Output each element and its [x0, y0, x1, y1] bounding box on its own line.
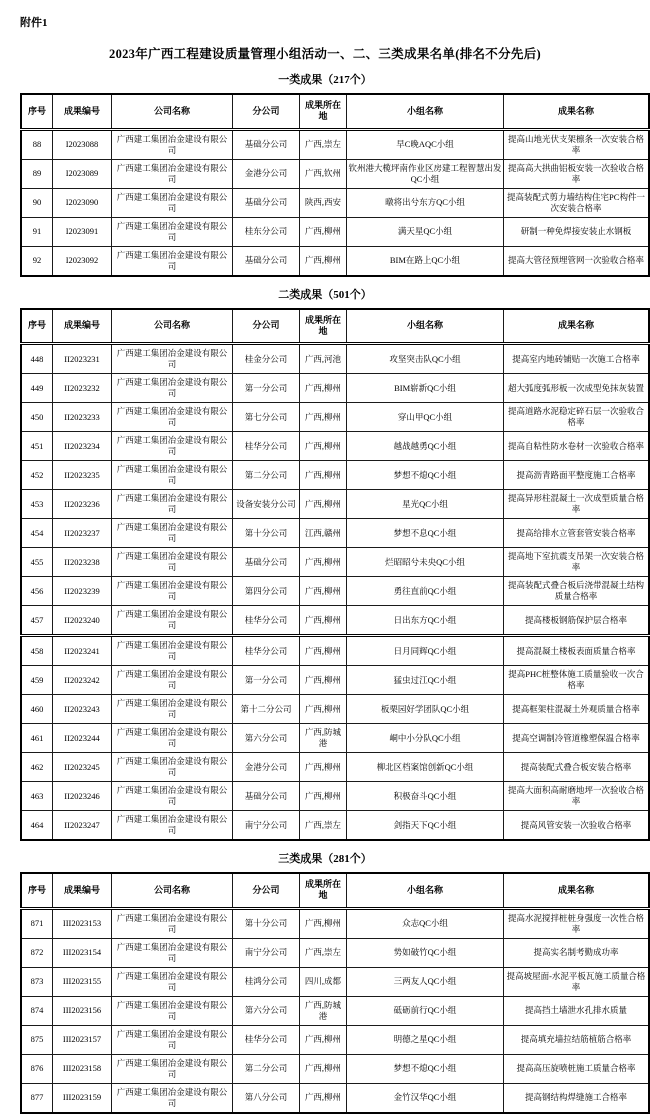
cell-result-name: 提高PHC桩整体施工质量验收一次合格率	[504, 666, 650, 695]
cell-result-code: II2023235	[53, 461, 112, 490]
class3-results-table	[20, 872, 650, 1114]
table-row	[21, 996, 649, 1025]
cell-index: 452	[21, 461, 53, 490]
cell-result-code: II2023236	[53, 490, 112, 519]
cell-team-name: 钦州港大榄坪南作业区房建工程智慧出发QC小组	[347, 159, 504, 188]
cell-team-name: 众志QC小组	[347, 908, 504, 938]
cell-team-name: 明德之星QC小组	[347, 1025, 504, 1054]
cell-team-name: 峒中小分队QC小组	[347, 724, 504, 753]
cell-branch: 基础分公司	[233, 129, 300, 159]
cell-index: 90	[21, 188, 53, 217]
cell-result-code: II2023243	[53, 695, 112, 724]
cell-index: 460	[21, 695, 53, 724]
cell-company: 广西建工集团冶金建设有限公司	[112, 724, 233, 753]
cell-result-code: III2023154	[53, 938, 112, 967]
cell-team-name: 梦想不熄QC小组	[347, 1054, 504, 1083]
cell-company: 广西建工集团冶金建设有限公司	[112, 374, 233, 403]
cell-branch: 桂东分公司	[233, 217, 300, 246]
cell-branch: 桂华分公司	[233, 432, 300, 461]
page-title: 2023年广西工程建设质量管理小组活动一、二、三类成果名单(排名不分先后)	[109, 47, 541, 61]
table-header-row	[21, 873, 649, 908]
cell-branch: 第二分公司	[233, 1054, 300, 1083]
cell-team-name: 早C晚AQC小组	[347, 129, 504, 159]
cell-result-code: II2023246	[53, 782, 112, 811]
cell-location: 陕西,西安	[300, 188, 347, 217]
cell-team-name: 梦想不息QC小组	[347, 519, 504, 548]
cell-branch: 桂金分公司	[233, 344, 300, 374]
cell-branch: 第十分公司	[233, 908, 300, 938]
cell-index: 455	[21, 548, 53, 577]
cell-company: 广西建工集团冶金建设有限公司	[112, 1083, 233, 1113]
cell-company: 广西建工集团冶金建设有限公司	[112, 908, 233, 938]
cell-location: 广西,钦州	[300, 159, 347, 188]
cell-branch: 南宁分公司	[233, 938, 300, 967]
cell-result-name: 提高给排水立管套管安装合格率	[504, 519, 650, 548]
col-header-index: 序号	[21, 873, 53, 908]
col-header-index: 序号	[21, 309, 53, 344]
cell-company: 广西建工集团冶金建设有限公司	[112, 432, 233, 461]
cell-company: 广西建工集团冶金建设有限公司	[112, 246, 233, 276]
cell-location: 广西,柳州	[300, 432, 347, 461]
cell-location: 广西,柳州	[300, 1083, 347, 1113]
cell-branch: 基础分公司	[233, 548, 300, 577]
col-header-result-code: 成果编号	[53, 309, 112, 344]
cell-result-name: 提高道路水泥稳定碎石层一次验收合格率	[504, 403, 650, 432]
cell-result-code: I2023090	[53, 188, 112, 217]
cell-branch: 第十二分公司	[233, 695, 300, 724]
table-row	[21, 967, 649, 996]
cell-index: 448	[21, 344, 53, 374]
cell-company: 广西建工集团冶金建设有限公司	[112, 1054, 233, 1083]
cell-company: 广西建工集团冶金建设有限公司	[112, 782, 233, 811]
cell-result-name: 提高高大拱曲铝板安装一次验收合格率	[504, 159, 650, 188]
cell-result-code: II2023240	[53, 606, 112, 636]
cell-location: 四川,成都	[300, 967, 347, 996]
cell-result-name: 提高风管安装一次验收合格率	[504, 811, 650, 841]
cell-company: 广西建工集团冶金建设有限公司	[112, 519, 233, 548]
cell-location: 广西,柳州	[300, 548, 347, 577]
cell-result-code: III2023156	[53, 996, 112, 1025]
cell-location: 广西,柳州	[300, 606, 347, 636]
cell-team-name: 金竹汉华QC小组	[347, 1083, 504, 1113]
cell-branch: 基础分公司	[233, 246, 300, 276]
table-row	[21, 695, 649, 724]
cell-team-name: 日出东方QC小组	[347, 606, 504, 636]
cell-team-name: 满天星QC小组	[347, 217, 504, 246]
table-row	[21, 1025, 649, 1054]
section-heading-class1: 一类成果（217个）	[278, 74, 372, 86]
cell-team-name: 攻坚突击队QC小组	[347, 344, 504, 374]
cell-result-name: 提高山地光伏支架檩条一次安装合格率	[504, 129, 650, 159]
cell-company: 广西建工集团冶金建设有限公司	[112, 548, 233, 577]
table-row	[21, 461, 649, 490]
cell-result-code: II2023245	[53, 753, 112, 782]
cell-result-code: I2023089	[53, 159, 112, 188]
cell-location: 广西,柳州	[300, 1025, 347, 1054]
cell-result-name: 提高框架柱混凝土外观质量合格率	[504, 695, 650, 724]
section-class3-results	[20, 850, 646, 1114]
cell-index: 91	[21, 217, 53, 246]
cell-location: 广西,崇左	[300, 811, 347, 841]
cell-result-code: II2023231	[53, 344, 112, 374]
cell-result-name: 提高室内地砖铺贴一次施工合格率	[504, 344, 650, 374]
cell-result-code: II2023238	[53, 548, 112, 577]
cell-index: 462	[21, 753, 53, 782]
table-row	[21, 403, 649, 432]
cell-branch: 桂华分公司	[233, 1025, 300, 1054]
cell-company: 广西建工集团冶金建设有限公司	[112, 753, 233, 782]
cell-location: 广西,柳州	[300, 782, 347, 811]
cell-company: 广西建工集团冶金建设有限公司	[112, 461, 233, 490]
cell-location: 江西,赣州	[300, 519, 347, 548]
col-header-location: 成果所在地	[300, 94, 347, 129]
cell-result-name: 提高水泥搅拌桩桩身强度一次性合格率	[504, 908, 650, 938]
cell-index: 456	[21, 577, 53, 606]
cell-branch: 第一分公司	[233, 374, 300, 403]
cell-team-name: 势如破竹QC小组	[347, 938, 504, 967]
table-header-row	[21, 309, 649, 344]
col-header-result-name: 成果名称	[504, 94, 650, 129]
cell-team-name: 穿山甲QC小组	[347, 403, 504, 432]
cell-result-code: III2023158	[53, 1054, 112, 1083]
cell-index: 873	[21, 967, 53, 996]
cell-branch: 第四分公司	[233, 577, 300, 606]
cell-result-name: 提高高压旋喷桩施工质量合格率	[504, 1054, 650, 1083]
cell-result-code: II2023234	[53, 432, 112, 461]
cell-result-name: 提高坡屋面-水泥平板瓦施工质量合格率	[504, 967, 650, 996]
cell-team-name: 三两友人QC小组	[347, 967, 504, 996]
table-row	[21, 432, 649, 461]
table-row	[21, 548, 649, 577]
cell-index: 453	[21, 490, 53, 519]
cell-branch: 桂鸿分公司	[233, 967, 300, 996]
cell-company: 广西建工集团冶金建设有限公司	[112, 636, 233, 666]
section-class2-results	[20, 286, 644, 842]
cell-index: 457	[21, 606, 53, 636]
col-header-branch: 分公司	[233, 873, 300, 908]
col-header-location: 成果所在地	[300, 873, 347, 908]
cell-company: 广西建工集团冶金建设有限公司	[112, 159, 233, 188]
table-row	[21, 753, 649, 782]
cell-result-code: III2023159	[53, 1083, 112, 1113]
cell-result-name: 提高楼板钢筋保护层合格率	[504, 606, 650, 636]
cell-company: 广西建工集团冶金建设有限公司	[112, 403, 233, 432]
col-header-company: 公司名称	[112, 309, 233, 344]
cell-location: 广西,防城港	[300, 996, 347, 1025]
cell-result-code: III2023155	[53, 967, 112, 996]
cell-company: 广西建工集团冶金建设有限公司	[112, 344, 233, 374]
cell-branch: 第八分公司	[233, 1083, 300, 1113]
cell-result-code: II2023247	[53, 811, 112, 841]
table-row	[21, 246, 649, 276]
cell-result-name: 超大弧度弧形板一次成型免抹灰装置	[504, 374, 650, 403]
cell-result-name: 提高填充墙拉结筋植筋合格率	[504, 1025, 650, 1054]
cell-location: 广西,柳州	[300, 403, 347, 432]
cell-index: 451	[21, 432, 53, 461]
cell-location: 广西,柳州	[300, 753, 347, 782]
table-row	[21, 938, 649, 967]
cell-result-name: 提高沥青路面平整度施工合格率	[504, 461, 650, 490]
col-header-team-name: 小组名称	[347, 94, 504, 129]
table-row	[21, 188, 649, 217]
cell-branch: 基础分公司	[233, 782, 300, 811]
cell-result-name: 提高大面积高耐磨地坪一次验收合格率	[504, 782, 650, 811]
section-heading-class3: 三类成果（281个）	[278, 853, 372, 865]
col-header-company: 公司名称	[112, 873, 233, 908]
table-row	[21, 724, 649, 753]
cell-result-name: 提高异形柱混凝土一次成型质量合格率	[504, 490, 650, 519]
cell-company: 广西建工集团冶金建设有限公司	[112, 666, 233, 695]
table-row	[21, 811, 649, 841]
cell-result-code: II2023241	[53, 636, 112, 666]
cell-result-code: II2023237	[53, 519, 112, 548]
col-header-branch: 分公司	[233, 309, 300, 344]
col-header-company: 公司名称	[112, 94, 233, 129]
cell-branch: 南宁分公司	[233, 811, 300, 841]
table-row	[21, 636, 649, 666]
attachment-label: 附件1	[20, 17, 48, 29]
table-row	[21, 374, 649, 403]
cell-branch: 桂华分公司	[233, 636, 300, 666]
table-row	[21, 606, 649, 636]
cell-location: 广西,柳州	[300, 577, 347, 606]
col-header-result-code: 成果编号	[53, 873, 112, 908]
cell-index: 459	[21, 666, 53, 695]
cell-result-name: 提高装配式剪力墙结构住宅PC构件一次安装合格率	[504, 188, 650, 217]
cell-result-name: 提高大管径预埋管网一次验收合格率	[504, 246, 650, 276]
cell-company: 广西建工集团冶金建设有限公司	[112, 938, 233, 967]
cell-location: 广西,柳州	[300, 1054, 347, 1083]
cell-location: 广西,柳州	[300, 374, 347, 403]
cell-result-name: 提高空调制冷管道橡塑保温合格率	[504, 724, 650, 753]
cell-company: 广西建工集团冶金建设有限公司	[112, 695, 233, 724]
cell-index: 450	[21, 403, 53, 432]
cell-index: 871	[21, 908, 53, 938]
cell-team-name: 烂昭昭兮未央QC小组	[347, 548, 504, 577]
cell-index: 875	[21, 1025, 53, 1054]
cell-result-code: III2023153	[53, 908, 112, 938]
table-row	[21, 519, 649, 548]
cell-location: 广西,防城港	[300, 724, 347, 753]
cell-result-code: II2023242	[53, 666, 112, 695]
cell-result-name: 提高挡土墙泄水孔排水质量	[504, 996, 650, 1025]
table-row	[21, 577, 649, 606]
cell-index: 876	[21, 1054, 53, 1083]
cell-company: 广西建工集团冶金建设有限公司	[112, 967, 233, 996]
table-row	[21, 1083, 649, 1113]
cell-branch: 第七分公司	[233, 403, 300, 432]
cell-branch: 第六分公司	[233, 724, 300, 753]
cell-branch: 第一分公司	[233, 666, 300, 695]
cell-company: 广西建工集团冶金建设有限公司	[112, 811, 233, 841]
cell-company: 广西建工集团冶金建设有限公司	[112, 490, 233, 519]
cell-team-name: 越战越勇QC小组	[347, 432, 504, 461]
cell-result-code: I2023092	[53, 246, 112, 276]
cell-location: 广西,柳州	[300, 636, 347, 666]
cell-team-name: 剑指天下QC小组	[347, 811, 504, 841]
cell-location: 广西,柳州	[300, 695, 347, 724]
cell-branch: 桂华分公司	[233, 606, 300, 636]
cell-result-name: 提高自粘性防水卷材一次验收合格率	[504, 432, 650, 461]
table-header-row	[21, 94, 649, 129]
table-row	[21, 159, 649, 188]
table-row	[21, 782, 649, 811]
cell-result-name: 研制一种免焊接安装止水钢板	[504, 217, 650, 246]
cell-result-name: 提高装配式叠合板安装合格率	[504, 753, 650, 782]
cell-branch: 第二分公司	[233, 461, 300, 490]
cell-branch: 设备安装分公司	[233, 490, 300, 519]
cell-company: 广西建工集团冶金建设有限公司	[112, 606, 233, 636]
col-header-branch: 分公司	[233, 94, 300, 129]
col-header-location: 成果所在地	[300, 309, 347, 344]
cell-team-name: 暾将出兮东方QC小组	[347, 188, 504, 217]
cell-branch: 第十分公司	[233, 519, 300, 548]
cell-branch: 金港分公司	[233, 753, 300, 782]
cell-team-name: 梦想不熄QC小组	[347, 461, 504, 490]
cell-result-code: III2023157	[53, 1025, 112, 1054]
cell-index: 89	[21, 159, 53, 188]
cell-team-name: BIM在路上QC小组	[347, 246, 504, 276]
cell-team-name: 猛虫过江QC小组	[347, 666, 504, 695]
cell-location: 广西,河池	[300, 344, 347, 374]
section-heading-class2: 二类成果（501个）	[278, 288, 372, 301]
cell-location: 广西,柳州	[300, 217, 347, 246]
cell-company: 广西建工集团冶金建设有限公司	[112, 129, 233, 159]
cell-result-name: 提高地下室抗震支吊架一次安装合格率	[504, 548, 650, 577]
col-header-index: 序号	[21, 94, 53, 129]
cell-location: 广西,崇左	[300, 938, 347, 967]
cell-index: 463	[21, 782, 53, 811]
cell-company: 广西建工集团冶金建设有限公司	[112, 996, 233, 1025]
cell-result-code: I2023091	[53, 217, 112, 246]
cell-team-name: 板栗园好学团队QC小组	[347, 695, 504, 724]
cell-team-name: 星光QC小组	[347, 490, 504, 519]
cell-location: 广西,柳州	[300, 461, 347, 490]
col-header-team-name: 小组名称	[347, 309, 504, 344]
cell-team-name: 砥砺前行QC小组	[347, 996, 504, 1025]
col-header-team-name: 小组名称	[347, 873, 504, 908]
cell-location: 广西,崇左	[300, 129, 347, 159]
cell-company: 广西建工集团冶金建设有限公司	[112, 188, 233, 217]
cell-result-code: II2023239	[53, 577, 112, 606]
cell-index: 88	[21, 129, 53, 159]
cell-branch: 金港分公司	[233, 159, 300, 188]
cell-company: 广西建工集团冶金建设有限公司	[112, 1025, 233, 1054]
cell-location: 广西,柳州	[300, 490, 347, 519]
table-row	[21, 129, 649, 159]
cell-team-name: 日月同辉QC小组	[347, 636, 504, 666]
col-header-result-name: 成果名称	[504, 873, 650, 908]
cell-branch: 第六分公司	[233, 996, 300, 1025]
cell-result-code: II2023244	[53, 724, 112, 753]
cell-company: 广西建工集团冶金建设有限公司	[112, 217, 233, 246]
table-row	[21, 1054, 649, 1083]
cell-team-name: BIM崭新QC小组	[347, 374, 504, 403]
table-row	[21, 344, 649, 374]
cell-index: 872	[21, 938, 53, 967]
col-header-result-code: 成果编号	[53, 94, 112, 129]
cell-team-name: 积极奋斗QC小组	[347, 782, 504, 811]
cell-location: 广西,柳州	[300, 246, 347, 276]
cell-team-name: 勇往直前QC小组	[347, 577, 504, 606]
table-row	[21, 490, 649, 519]
cell-result-code: I2023088	[53, 129, 112, 159]
cell-index: 461	[21, 724, 53, 753]
class2-results-table	[20, 308, 650, 842]
cell-team-name: 柳北区档案馆创新QC小组	[347, 753, 504, 782]
cell-index: 877	[21, 1083, 53, 1113]
section-class1-results	[20, 71, 645, 277]
cell-index: 449	[21, 374, 53, 403]
cell-index: 464	[21, 811, 53, 841]
col-header-result-name: 成果名称	[504, 309, 650, 344]
cell-index: 454	[21, 519, 53, 548]
cell-index: 92	[21, 246, 53, 276]
table-row	[21, 217, 649, 246]
cell-result-code: II2023232	[53, 374, 112, 403]
cell-location: 广西,柳州	[300, 666, 347, 695]
class1-results-table	[20, 93, 650, 277]
table-row	[21, 666, 649, 695]
cell-company: 广西建工集团冶金建设有限公司	[112, 577, 233, 606]
cell-result-name: 提高实名制考勤成功率	[504, 938, 650, 967]
cell-result-code: II2023233	[53, 403, 112, 432]
cell-index: 874	[21, 996, 53, 1025]
table-row	[21, 908, 649, 938]
cell-branch: 基础分公司	[233, 188, 300, 217]
cell-location: 广西,柳州	[300, 908, 347, 938]
cell-result-name: 提高钢结构焊缝施工合格率	[504, 1083, 650, 1113]
cell-result-name: 提高混凝土楼板表面质量合格率	[504, 636, 650, 666]
cell-result-name: 提高装配式叠合板后浇带混凝土结构质量合格率	[504, 577, 650, 606]
cell-index: 458	[21, 636, 53, 666]
